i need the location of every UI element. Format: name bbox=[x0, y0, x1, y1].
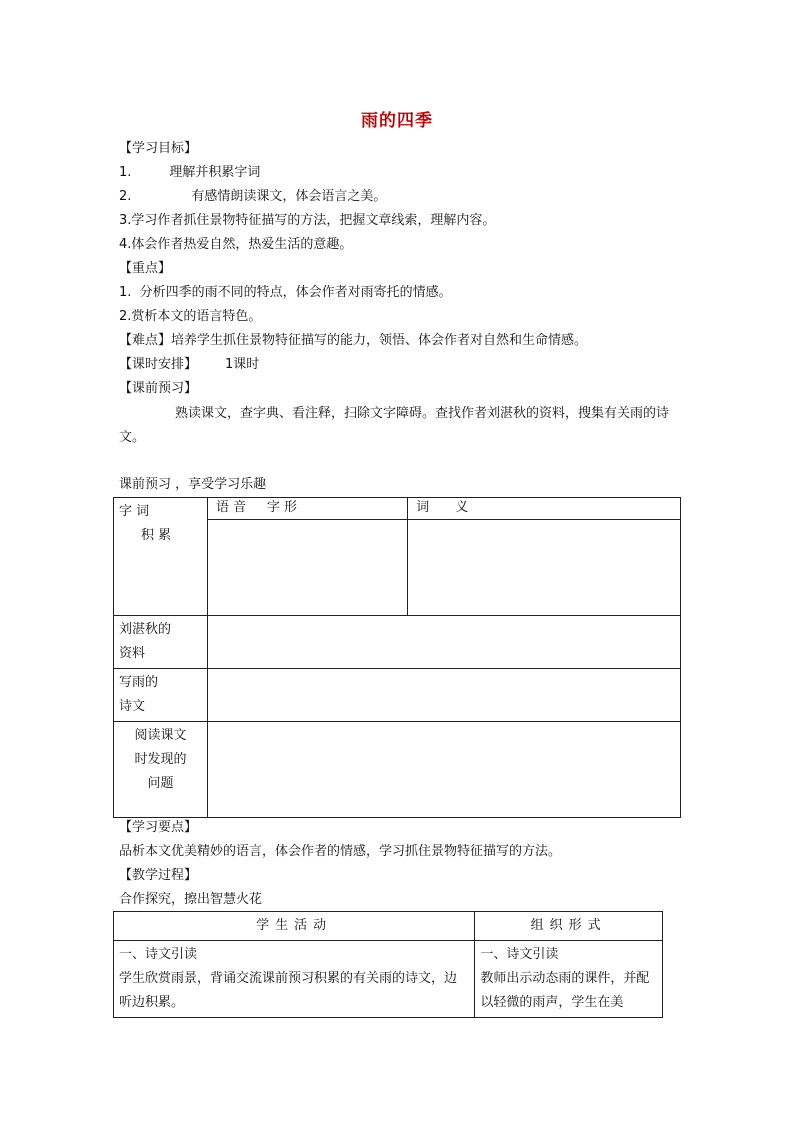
schedule-heading: 【课时安排】 bbox=[119, 357, 198, 372]
key-heading: 【重点】 bbox=[119, 261, 172, 276]
process-heading: 【教学过程】 bbox=[119, 868, 198, 883]
essentials-heading: 【学习要点】 bbox=[119, 820, 198, 835]
essentials-text: 品析本文优美精妙的语言，体会作者的情感，学习抓住景物特征描写的方法。 bbox=[119, 844, 562, 859]
pronunciation-form-cell[interactable] bbox=[208, 520, 408, 616]
difficulty-heading: 【难点】 bbox=[119, 333, 172, 348]
process-table bbox=[113, 911, 663, 1018]
objective-item: 3.学习作者抓住景物特征描写的方法，把握文章线索，理解内容。 bbox=[119, 213, 496, 228]
schedule-line bbox=[119, 355, 259, 375]
meaning-header: 词 义 bbox=[408, 498, 681, 520]
document-title: 雨的四季 bbox=[361, 111, 433, 131]
schedule-text: 1课时 bbox=[225, 357, 260, 372]
preview-text: 熟读课文，查字典、看注释，扫除文字障碍。查找作者刘湛秋的资料，搜集有关雨的诗文。 bbox=[119, 406, 670, 445]
objective-item: 4.体会作者热爱自然，热爱生活的意趣。 bbox=[119, 237, 353, 252]
preview-table bbox=[113, 497, 681, 818]
reading-questions-label: 阅读课文 时发现的 问题 bbox=[114, 722, 208, 818]
student-activity-header: 学生活动 bbox=[114, 912, 475, 941]
student-activity-cell: 一、诗文引读 学生欣赏雨景，背诵交流课前预习积累的有关雨的诗文，边听边积累。 bbox=[114, 941, 475, 1018]
key-point-item: 1. 分析四季的雨不同的特点，体会作者对雨寄托的情感。 bbox=[119, 285, 452, 300]
pronunciation-form-header: 语 音 字 形 bbox=[208, 498, 408, 520]
author-info-label: 刘湛秋的 资料 bbox=[114, 616, 208, 669]
key-point-item: 2.赏析本文的语言特色。 bbox=[119, 309, 262, 324]
process-caption: 合作探究，擦出智慧火花 bbox=[119, 892, 263, 907]
organization-form-header: 组织形式 bbox=[475, 912, 663, 941]
reading-questions-cell[interactable] bbox=[208, 722, 681, 818]
objective-item: 2. 有感情朗读课文，体会语言之美。 bbox=[119, 189, 387, 204]
difficulty-text: 培养学生抓住景物特征描写的能力，领悟、体会作者对自然和生命情感。 bbox=[171, 333, 588, 348]
objectives-heading: 【学习目标】 bbox=[119, 141, 198, 156]
organization-form-cell: 一、诗文引读 教师出示动态雨的课件，并配以轻微的雨声，学生在美 bbox=[475, 941, 663, 1018]
word-accumulation-label: 字 词 积 累 bbox=[114, 498, 208, 616]
difficulty-line bbox=[119, 331, 587, 351]
author-info-cell[interactable] bbox=[208, 616, 681, 669]
preview-heading: 【课前预习】 bbox=[119, 381, 198, 396]
meaning-cell[interactable] bbox=[408, 520, 681, 616]
objective-item: 1. 理解并积累字词 bbox=[119, 165, 261, 180]
preview-table-caption: 课前预习 ，享受学习乐趣 bbox=[119, 477, 267, 492]
rain-poems-label: 写雨的 诗文 bbox=[114, 669, 208, 722]
rain-poems-cell[interactable] bbox=[208, 669, 681, 722]
